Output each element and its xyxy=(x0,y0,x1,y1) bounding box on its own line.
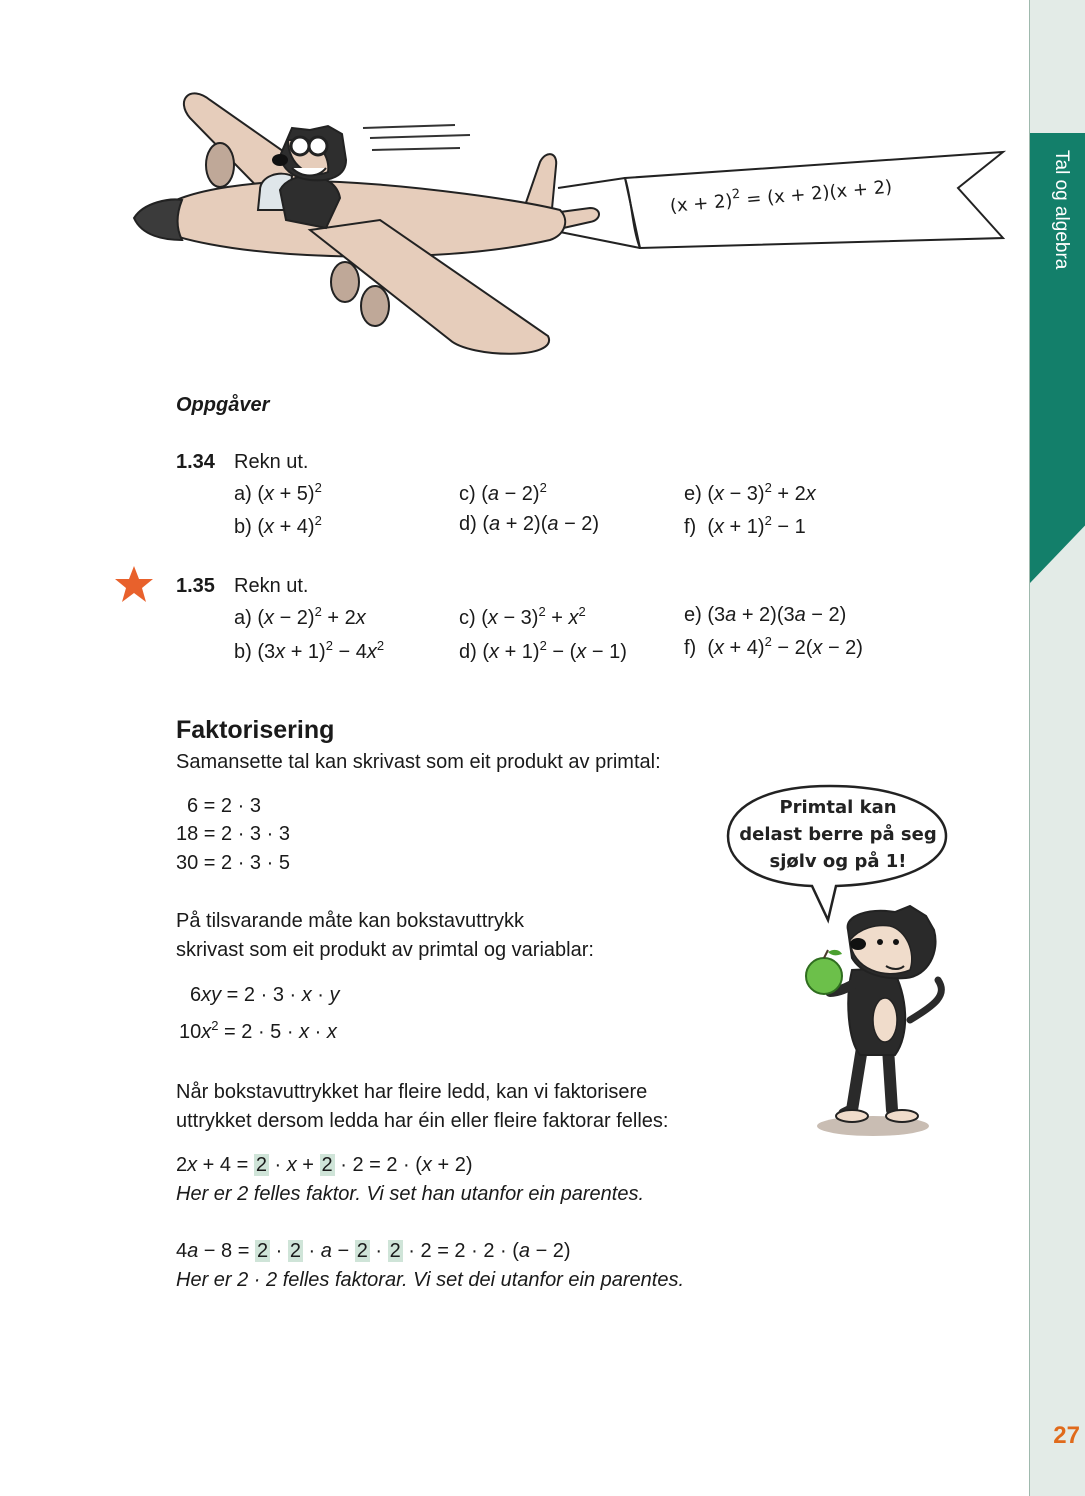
task-134-d: d) (a + 2)(a − 2) xyxy=(459,513,600,535)
task-instruction: Rekn ut. xyxy=(234,451,309,473)
tasks-heading: Oppgåver xyxy=(176,394,270,416)
variable-example-1: 6xy = 2 · 3 · x · y xyxy=(190,984,340,1006)
speech-line: Primtal kan xyxy=(779,797,897,818)
task-number: 1.35 xyxy=(176,575,215,597)
task-135-c: c) $(x - 3)^2 + x^2$ xyxy=(459,604,586,629)
task-135-a: a) $(x - 2)^2 + 2x$ xyxy=(234,604,366,629)
task-instruction: Rekn ut. xyxy=(234,575,309,597)
prime-example-3: 30 = 2 · 3 · 5 xyxy=(176,852,290,874)
task-135-f: f) $(x + 4)^2 - 2(x - 2)$ xyxy=(684,634,863,659)
paragraph-line: skrivast som eit produkt av primtal og variablar: xyxy=(176,939,594,961)
task-135-e: e) (3a + 2)(3a − 2) xyxy=(684,604,847,626)
chapter-title: Tal og algebra xyxy=(1051,150,1072,270)
variable-example-2: $10x^2 = 2 \cdot 5 \cdot x \cdot x$ xyxy=(179,1018,337,1043)
plane-illustration xyxy=(120,70,1020,370)
banner-formula: $(x + 2)^2 = (x + 2)(x + 2)$ xyxy=(669,176,893,217)
factor-example-2-note: Her er 2 · 2 felles faktorar. Vi set dei utanfor ein parentes. xyxy=(176,1269,685,1291)
paragraph-line: uttrykket dersom ledda har éin eller fleire faktorar felles: xyxy=(176,1110,669,1132)
paragraph-line: På tilsvarande måte kan bokstavuttrykk xyxy=(176,910,524,932)
prime-example-2: 18 = 2 · 3 · 3 xyxy=(176,823,290,845)
factor-example-1-note: Her er 2 felles faktor. Vi set han utanfor ein parentes. xyxy=(176,1183,645,1205)
speech-bubble-text xyxy=(728,794,948,875)
task-134-a: a) $(x + 5)^2$ xyxy=(234,480,322,505)
factor-example-1: 2x + 4 = 2 · x + 2 · 2 = 2 · (x + 2) xyxy=(176,1154,473,1176)
speech-line: sjølv og på 1! xyxy=(769,851,907,872)
prime-example-1: 6 = 2 · 3 xyxy=(187,795,261,817)
task-134-e: e) $(x - 3)^2 + 2x$ xyxy=(684,480,816,505)
task-134-f: f) $(x + 1)^2 - 1$ xyxy=(684,513,806,538)
task-135-d: d) $(x + 1)^2 - (x - 1)$ xyxy=(459,638,627,663)
chapter-sidebar xyxy=(1029,0,1085,1496)
factor-example-2: 4a − 8 = 2 · 2 · a − 2 · 2 · 2 = 2 · 2 · (a − 2) xyxy=(176,1240,571,1262)
task-134-c: c) $(a - 2)^2$ xyxy=(459,480,547,505)
paragraph-line: Når bokstavuttrykket har fleire ledd, kan vi faktorisere xyxy=(176,1081,648,1103)
difficulty-star-icon xyxy=(114,564,154,604)
task-134-b: b) $(x + 4)^2$ xyxy=(234,513,322,538)
task-number: 1.34 xyxy=(176,451,215,473)
page-number: 27 xyxy=(1053,1422,1080,1449)
section-title: Faktorisering xyxy=(176,716,335,744)
speech-line: delast berre på seg xyxy=(739,824,937,845)
task-135-b: b) $(3x + 1)^2 - 4x^2$ xyxy=(234,638,385,663)
section-intro: Samansette tal kan skrivast som eit produkt av primtal: xyxy=(176,751,661,773)
